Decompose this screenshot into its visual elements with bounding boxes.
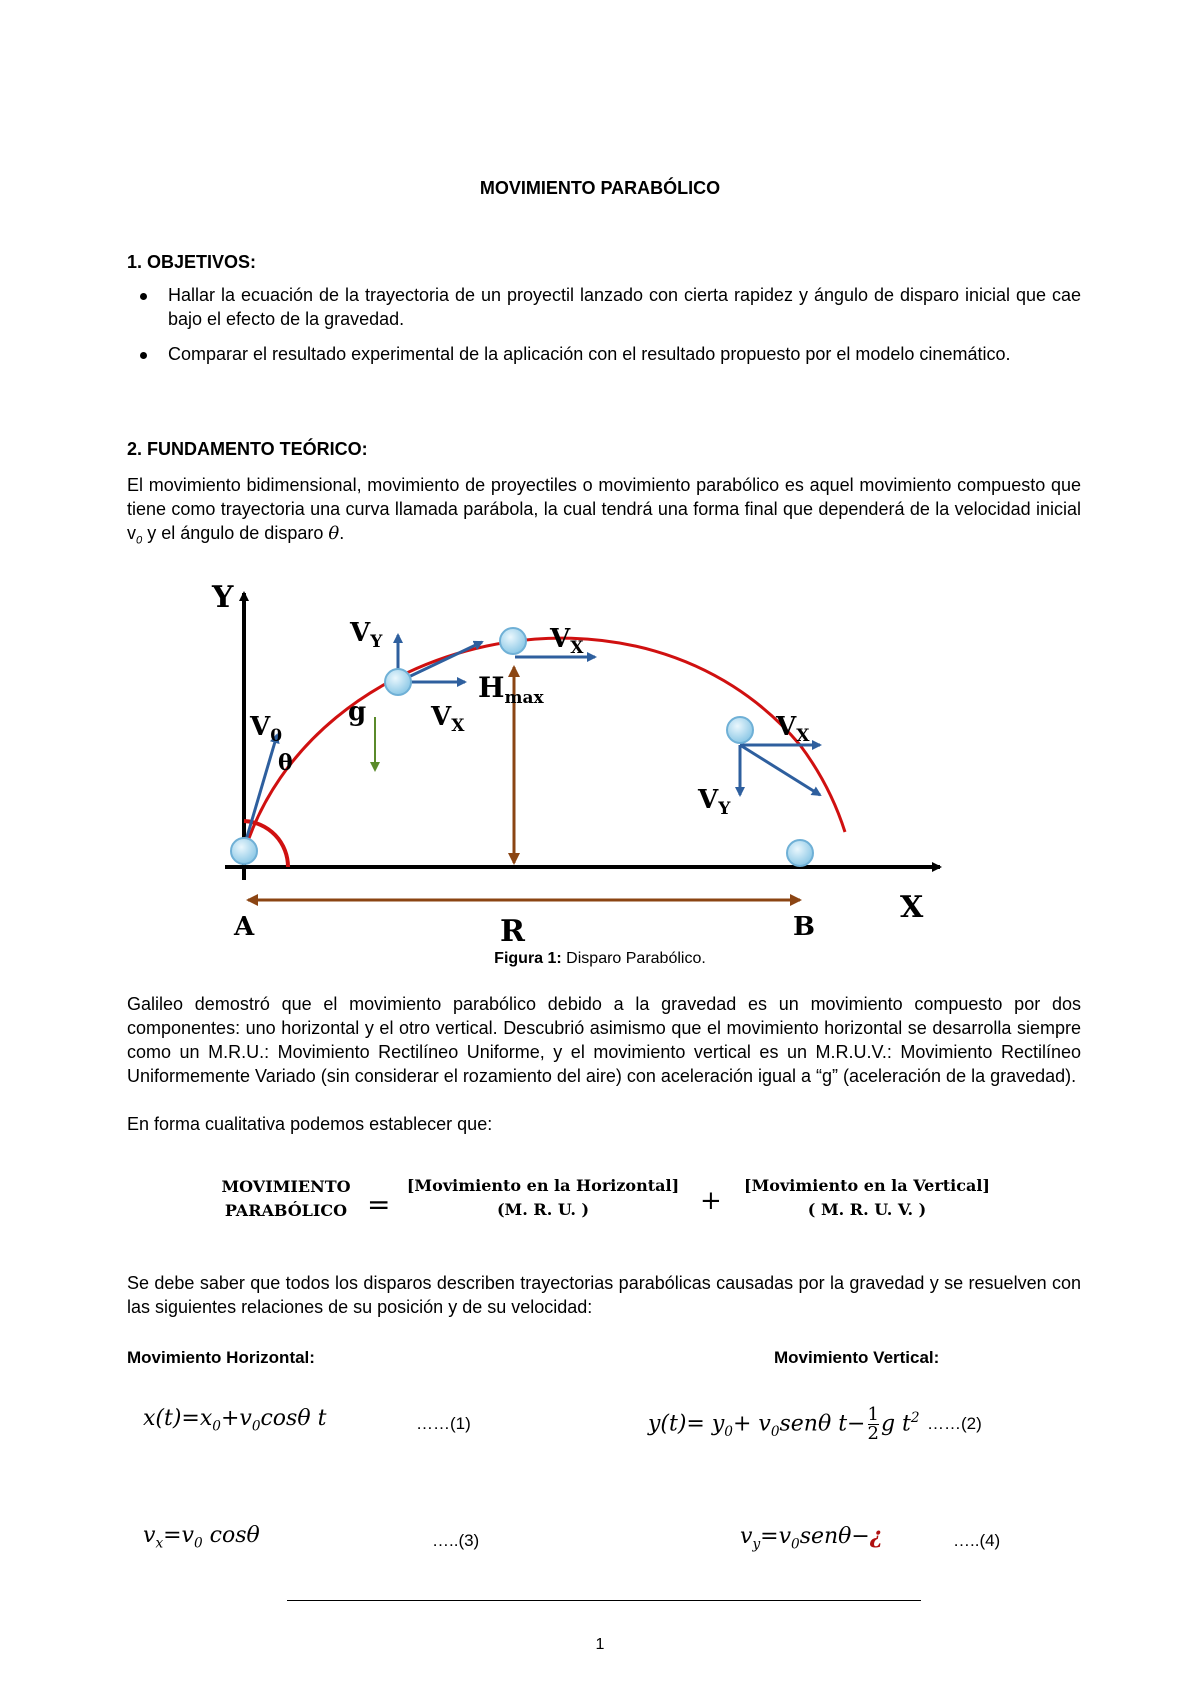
theory-heading: 2. FUNDAMENTO TEÓRICO: (127, 439, 368, 459)
theory-intro: El movimiento bidimensional, movimiento de proyectiles o movimiento parabólico es aquel movimiento compuesto que tiene como trayectoria una curva llamada parábola, la cual tendrá una forma final que dependerá de la velocidad inicial v (127, 475, 1081, 543)
eq-block-left-line1: MOVIMIENTO (221, 1177, 351, 1196)
theory-intro-end: . (339, 523, 345, 543)
objective-item-2: Comparar el resultado experimental de la aplicación con el resultado propuesto por el modelo cinemático. (168, 344, 1011, 364)
figure-caption (0, 950, 1200, 968)
theory-paragraph (127, 473, 1081, 553)
page-title: MOVIMIENTO PARABÓLICO (479, 178, 721, 198)
equation-2: $y(t)= y_0+ v_0sen\theta$ t− $\frac{1}{2}$ g $t^2$ (648, 1404, 920, 1444)
equation-4: $v_y=v_0sen\theta-¿$ (740, 1523, 883, 1553)
eq-block-left (213, 1175, 359, 1223)
range-label: R (500, 914, 525, 949)
projectile-figure (212, 575, 960, 949)
ball-falling (727, 717, 753, 743)
objectives-heading: 1. OBJETIVOS: (127, 252, 257, 272)
theta-label: θ (278, 750, 293, 776)
figure-caption-text: Disparo Parabólico. (561, 950, 706, 967)
galileo-paragraph: Galileo demostró que el movimiento parabólico debido a la gravedad es un movimiento compuesto por dos componentes: uno horizontal y el otro vertical. Descubrió asimismo que el movimiento horizontal se desarrolla siempre como un M.R.U.: Movimiento Rectilíneo Uniforme, y el movimiento vertical es un M.R.U.V.: Movimiento Rectilíneo Uniformemente Variado (sin considerar el rozamiento del aire) con aceleración igual a “g” (aceleración de la gravedad). (127, 994, 1081, 1086)
ball-apex (500, 628, 526, 654)
equation-4-number: …..(4) (953, 1531, 1001, 1550)
bullet-icon (140, 293, 147, 300)
vx-label-3: $V_X$ (776, 712, 810, 746)
eq-block-v-line1: [Movimiento en la Vertical] (744, 1176, 990, 1195)
objective-item-1: Hallar la ecuación de la trayectoria de un proyectil lanzado con cierta rapidez y ángulo de disparo inicial que cae bajo el efecto de la gravedad. (168, 285, 1081, 329)
theory-theta: θ (328, 523, 340, 544)
equation-1-number: ……(1) (416, 1414, 471, 1433)
vertical-heading: Movimiento Vertical: (774, 1348, 940, 1367)
equation-1: $x(t)=x_0+v_0\cos\theta$ t (143, 1406, 327, 1435)
eq-block-plus: + (700, 1186, 722, 1216)
equation-3-number: …..(3) (432, 1531, 480, 1550)
ball-launch (231, 838, 257, 864)
eq-block-v-line2: ( M. R. U. V. ) (807, 1200, 927, 1219)
equation-3: $v_x=v_0$ cosθ (143, 1523, 260, 1552)
hmax-label: $H_{max}$ (478, 671, 544, 708)
vx-label-1: $V_X$ (431, 702, 465, 736)
y-axis-label: Y (212, 580, 234, 615)
v0-label: $V_0$ (250, 712, 283, 746)
eq-block-vertical (738, 1174, 996, 1222)
vx-label-top: $V_X$ (550, 624, 584, 658)
ball-rising (385, 669, 411, 695)
eq-block-equals: = (367, 1188, 391, 1221)
eq-block-h-line1: [Movimiento en la Horizontal] (406, 1176, 680, 1195)
horizontal-heading: Movimiento Horizontal: (127, 1348, 315, 1367)
point-b-label: B (793, 912, 815, 942)
vy-label-1: $V_Y$ (350, 618, 383, 652)
figure-caption-bold: Figura 1: (494, 950, 562, 967)
theory-intro-tail: y el ángulo de disparo (142, 523, 329, 543)
relations-text: Se debe saber que todos los disparos describen trayectorias parabólicas causadas por la gravedad y se resuelven con las siguientes relaciones de su posición y de su velocidad: (127, 1273, 1081, 1317)
gravity-label: g (348, 697, 367, 727)
theory-v0-sub: 0 (136, 534, 143, 547)
eq-block-horizontal (404, 1174, 682, 1222)
x-axis-label: X (900, 890, 924, 925)
point-a-label: A (234, 912, 255, 942)
qualitative-text: En forma cualitativa podemos establecer que: (127, 1114, 493, 1134)
vy-label-3: $V_Y$ (698, 785, 731, 819)
equation-2-number: ……(2) (927, 1414, 982, 1433)
footer-rule (287, 1600, 921, 1601)
eq-block-left-line2: PARABÓLICO (224, 1201, 348, 1220)
eq-block-h-line2: (M. R. U. ) (496, 1200, 590, 1219)
bullet-icon (140, 352, 147, 359)
ball-landing (787, 840, 813, 866)
page-number: 1 (595, 1636, 605, 1653)
v-vector-3 (740, 745, 820, 795)
